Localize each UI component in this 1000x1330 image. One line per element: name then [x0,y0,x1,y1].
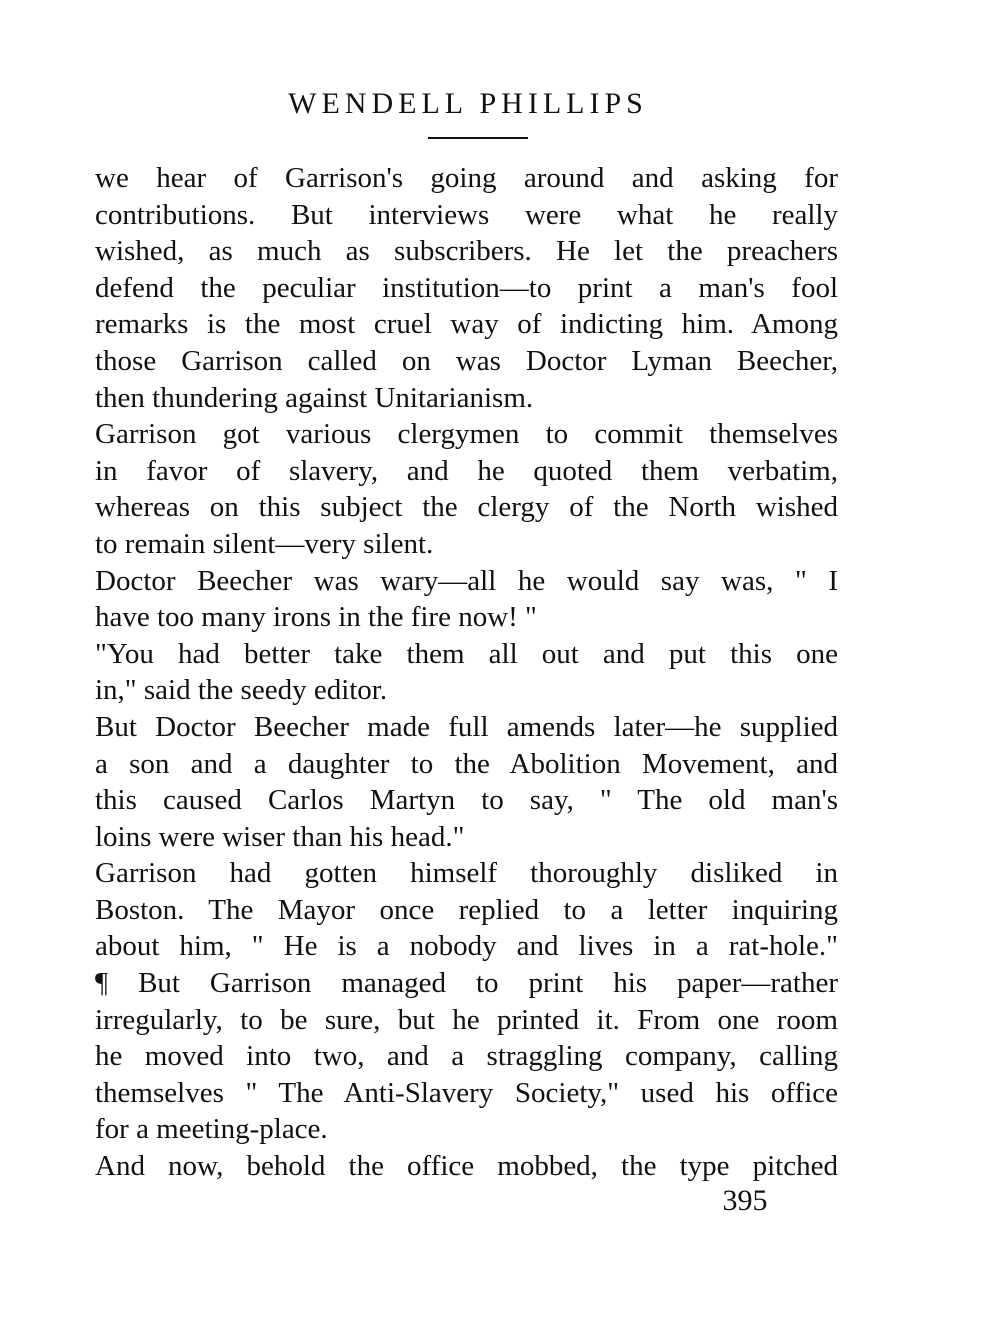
text-line: for a meeting-place. [95,1113,328,1146]
body-text [95,160,838,1185]
text-line: Doctor Beecher was wary—all he would say was, " I [95,564,838,597]
page-number: 395 [722,1184,768,1217]
text-line: remarks is the most cruel way of indicting him. Among [95,308,838,341]
text-line: contributions. But interviews were what he really [95,198,838,231]
text-line: Boston. The Mayor once replied to a letter inquiring [95,893,838,926]
text-line: we hear of Garrison's going around and asking for [95,162,838,194]
text-line: loins were wiser than his head." [95,820,465,853]
text-line: those Garrison called on was Doctor Lyman Beecher, [95,344,838,377]
text-line: ¶ But Garrison managed to print his paper—rather [95,967,838,1000]
text-line: And now, behold the office mobbed, the type pitched [95,1150,838,1183]
text-line: he moved into two, and a straggling company, calling [95,1040,838,1073]
text-line: have too many irons in the fire now! " [95,601,537,634]
text-line: to remain silent—very silent. [95,527,434,560]
text-line: Garrison got various clergymen to commit themselves [95,418,838,451]
text-line: irregularly, to be sure, but he printed it. From one room [95,1003,838,1036]
text-line: But Doctor Beecher made full amends later—he supplied [95,710,838,743]
text-line: defend the peculiar institution—to print a man's fool [95,271,838,304]
text-line: about him, " He is a nobody and lives in a rat-hole." [95,930,838,963]
text-line: whereas on this subject the clergy of the North wished [95,491,838,524]
text-line: wished, as much as subscribers. He let the preachers [95,235,838,268]
text-line: then thundering against Unitarianism. [95,381,534,414]
text-line: this caused Carlos Martyn to say, " The old man's [95,784,838,817]
text-line: in," said the seedy editor. [95,674,388,707]
running-head: WENDELL PHILLIPS [288,87,648,120]
text-line: in favor of slavery, and he quoted them verbatim, [95,454,838,487]
header-rule [428,137,528,139]
text-line: themselves " The Anti-Slavery Society," used his office [95,1076,838,1109]
text-line: Garrison had gotten himself thoroughly disliked in [95,857,838,890]
text-line: a son and a daughter to the Abolition Movement, and [95,747,838,780]
text-line: "You had better take them all out and put this one [95,637,838,670]
